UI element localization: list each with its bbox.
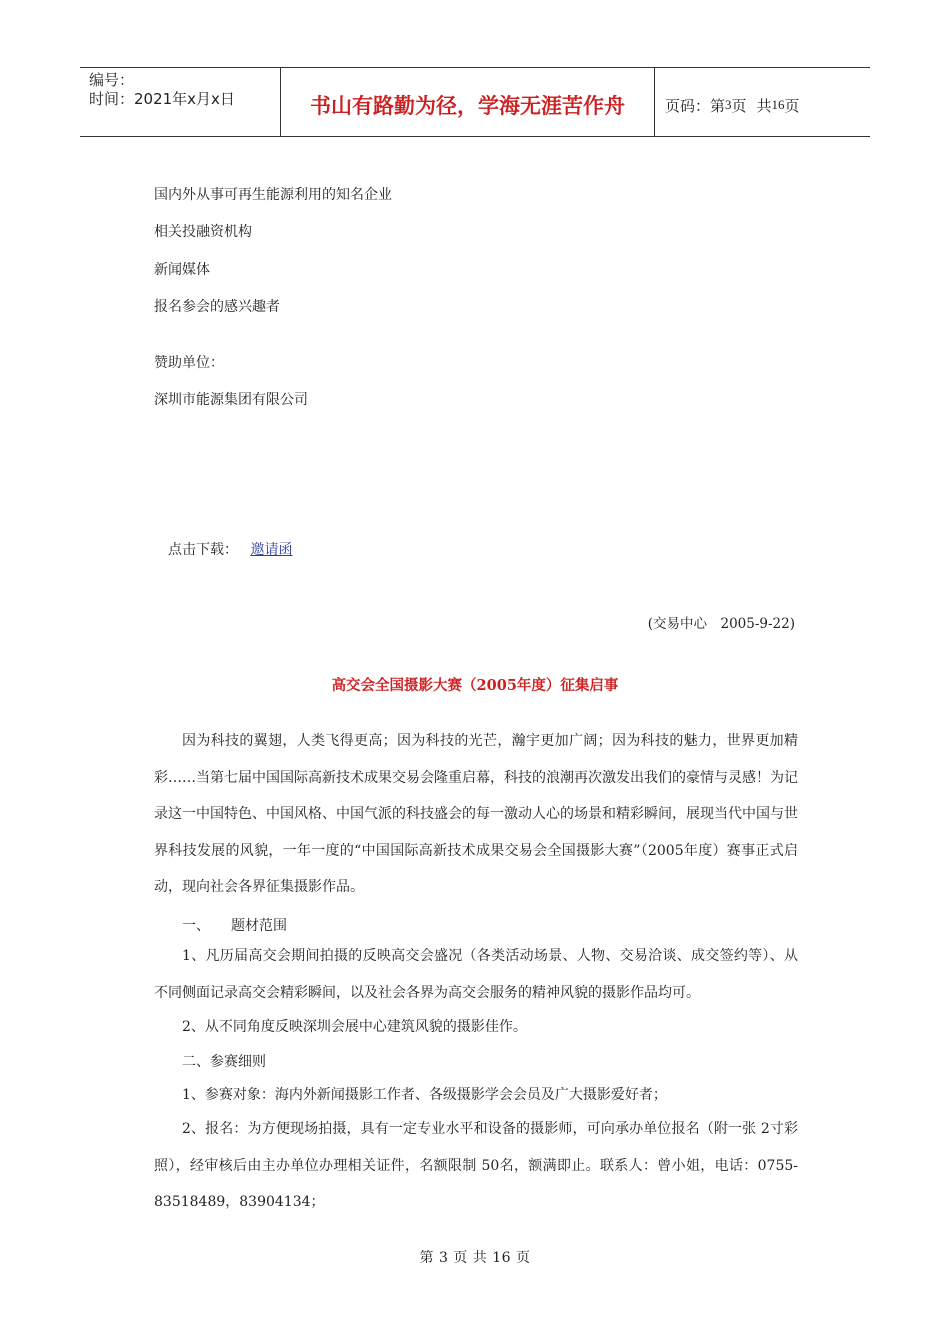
attendee-item: 国内外从事可再生能源利用的知名企业 <box>154 187 392 203</box>
section2-heading: 二、参赛细则 <box>182 1054 266 1070</box>
section1-heading: 一、 题材范围 <box>182 918 287 934</box>
page-label-d: 页 <box>784 96 800 115</box>
page-number: 3 <box>725 97 732 112</box>
article-title: 高交会全国摄影大赛（2005年度）征集启事 <box>331 677 619 694</box>
sponsor-label: 赞助单位： <box>154 355 224 371</box>
section1-item1: 1、凡历届高交会期间拍摄的反映高交会盛况（各类活动场景、人物、交易洽谈、成交签约等）、从不同侧面记录高交会精彩瞬间，以及社会各界为高交会服务的精神风貌的摄影作品均可。 <box>154 948 798 1001</box>
invitation-download-link[interactable]: 邀请函 <box>250 542 293 558</box>
section1-item2: 2、从不同角度反映深圳会展中心建筑风貌的摄影佳作。 <box>182 1019 527 1035</box>
header-meta <box>80 68 281 136</box>
page-label-a: 页码：第 <box>665 96 726 115</box>
page-label-b: 页 <box>731 96 747 115</box>
header-page-info <box>655 68 870 136</box>
page-total: 16 <box>771 97 785 112</box>
header-motto: 书山有路勤为径，学海无涯苦作舟 <box>281 68 655 136</box>
intro-paragraph: 因为科技的翼翅，人类飞得更高；因为科技的光芒，瀚宇更加广阔；因为科技的魅力，世界更加精彩……当第七届中国国际高新技术成果交易会隆重启幕，科技的浪潮再次激发出我们的豪情与灵感！为记录这一中国特色、中国风格、中国气派的科技盛会的每一激动人心的场景和精彩瞬间，展现当代中国与世界科技发展的风貌，一年一度的“中国国际高新技术成果交易会全国摄影大赛”（2005年度）赛事正式启动，现向社会各界征集摄影作品。 <box>154 733 798 895</box>
page-header <box>80 67 870 137</box>
section2-item2: 2、报名：为方便现场拍摄，具有一定专业水平和设备的摄影师，可向承办单位报名（附一张 2寸彩照），经审核后由主办单位办理相关证件，名额限制 50名，额满即止。联系人：曾小姐，电话：0755-83518489，83904134； <box>154 1121 798 1210</box>
section2-item1: 1、参赛对象：海内外新闻摄影工作者、各级摄影学会会员及广大摄影爱好者； <box>182 1087 667 1103</box>
page-label-c: 共 <box>756 96 772 115</box>
sponsor-name: 深圳市能源集团有限公司 <box>154 392 308 408</box>
time-label: 时间：2021年x月x日 <box>89 90 235 108</box>
attendee-item: 报名参会的感兴趣者 <box>154 299 280 315</box>
download-label: 点击下载： <box>168 542 238 558</box>
number-label: 编号： <box>89 71 135 89</box>
download-row <box>168 539 292 559</box>
page-footer: 第 3 页 共 16 页 <box>419 1250 531 1266</box>
attendee-item: 相关投融资机构 <box>154 224 252 240</box>
attendee-item: 新闻媒体 <box>154 262 210 278</box>
source-note: (交易中心 2005-9-22) <box>647 616 795 632</box>
